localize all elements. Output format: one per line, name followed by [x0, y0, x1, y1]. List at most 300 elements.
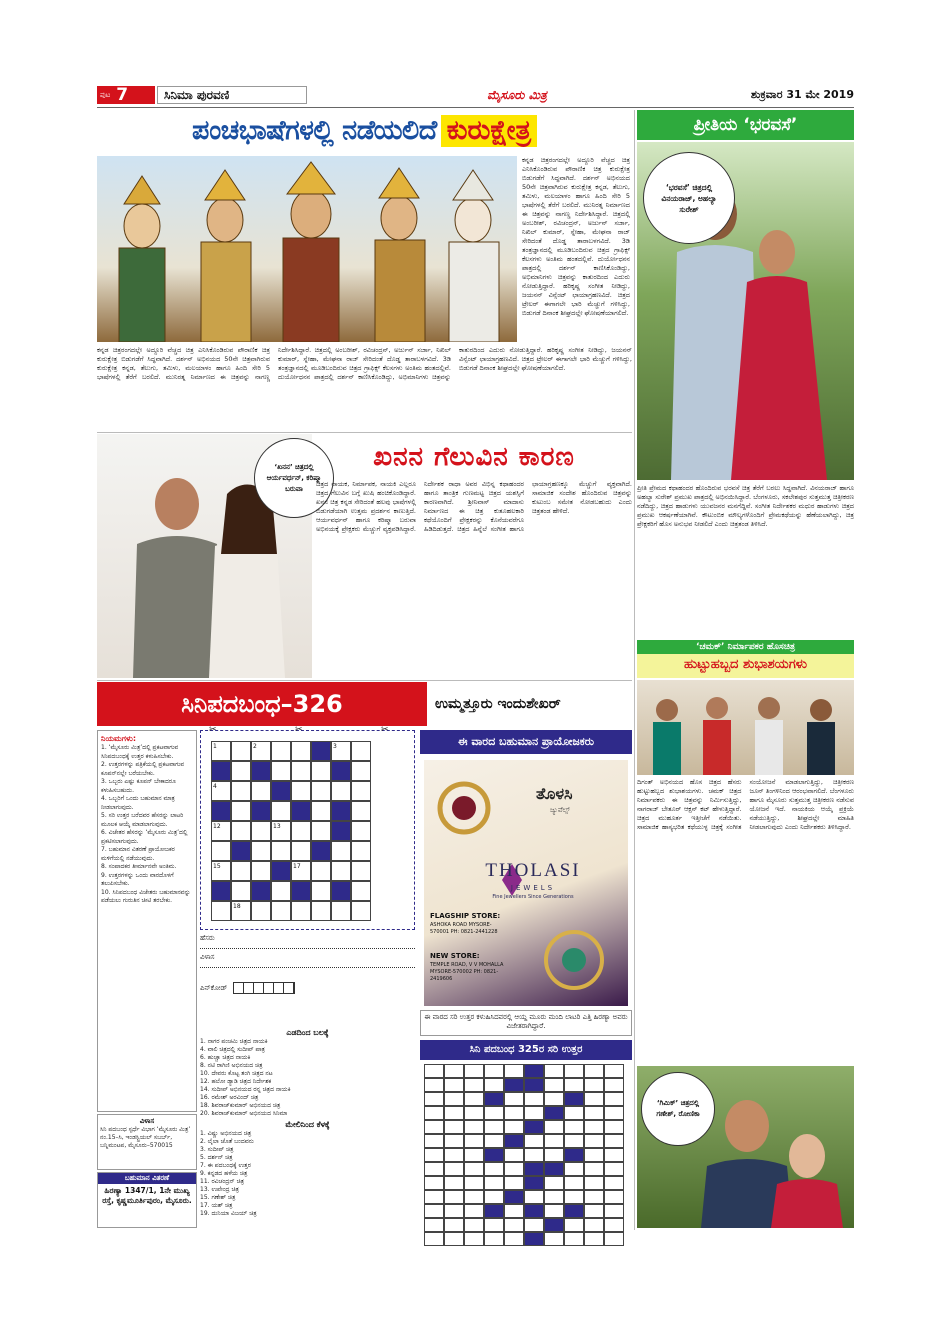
clue-item: 17. ಯಶ್ ಚಿತ್ರ: [200, 1202, 233, 1209]
answer-cell: [424, 1092, 444, 1106]
grid-cell[interactable]: [271, 841, 291, 861]
kurukshetra-headline-text: ಪಂಚಭಾಷೆಗಳಲ್ಲಿ ನಡೆಯಲಿದೆ: [191, 115, 437, 146]
answers-banner: ಸಿನಿ ಪದಬಂಧ 325ರ ಸರಿ ಉತ್ತರ: [420, 1040, 632, 1060]
answer-cell: [484, 1218, 504, 1232]
tholasi-ad: [424, 760, 628, 1006]
answer-block: [524, 1162, 544, 1176]
clue-item: 19. ದುನಿಯಾ ವಿಜಯ್ ಚಿತ್ರ: [200, 1210, 257, 1217]
grid-cell[interactable]: [271, 801, 291, 821]
grid-cell[interactable]: [311, 801, 331, 821]
brand-tagline: Fine Jewellers Since Generations: [492, 894, 574, 900]
rules-title: ನಿಯಮಗಳು:: [101, 734, 137, 743]
answer-block: [484, 1092, 504, 1106]
answer-cell: [504, 1092, 524, 1106]
grid-cell[interactable]: [231, 781, 251, 801]
answer-cell: [544, 1078, 564, 1092]
flagship-address: ASHOKA ROAD MYSORE- 570001 PH: 0821-2441228: [430, 922, 498, 935]
answer-cell: [484, 1190, 504, 1204]
clue-item: 16. ರಮೇಶ್ ಅರವಿಂದ್ ಚಿತ್ರ: [200, 1094, 259, 1101]
kurukshetra-headline: [97, 110, 632, 152]
answer-cell: [464, 1176, 484, 1190]
answer-block: [544, 1218, 564, 1232]
grid-block: [331, 761, 351, 781]
grid-cell[interactable]: 15: [211, 861, 231, 881]
grid-cell[interactable]: [331, 901, 351, 921]
group-figures: [637, 680, 854, 775]
grid-cell[interactable]: [351, 761, 371, 781]
answer-cell: [524, 1106, 544, 1120]
rule-item: 3. ಒಬ್ಬರು ಎಷ್ಟು ಕೂಪನ್ ಬೇಕಾದರೂ ಕಳುಹಿಸಬಹುದು.: [101, 778, 176, 794]
answer-block: [484, 1204, 504, 1218]
answer-cell: [584, 1134, 604, 1148]
answer-cell: [484, 1078, 504, 1092]
answer-cell: [464, 1204, 484, 1218]
answer-cell: [564, 1134, 584, 1148]
answer-cell: [604, 1092, 624, 1106]
rules-box: [97, 730, 197, 1112]
clue-item: 14. ಸುದೀಪ್ ಅಭಿನಯದ ರನ್ನ ಚಿತ್ರದ ನಾಯಕಿ: [200, 1086, 291, 1093]
grid-cell[interactable]: [231, 821, 251, 841]
answer-block: [564, 1204, 584, 1218]
crossword-title: ಸಿನಿಪದಬಂಧ–326: [97, 682, 427, 726]
answer-cell: [504, 1162, 524, 1176]
grid-block: [211, 761, 231, 781]
grid-cell[interactable]: 4: [211, 781, 231, 801]
answer-cell: [424, 1078, 444, 1092]
clue-item: 2. ಲೈಲಾ ಜೊತೆ ಬಂದವನು: [200, 1138, 254, 1145]
grid-block: [251, 761, 271, 781]
rule-item: 1. ‘ಮೈಸೂರು ಮಿತ್ರ’ದಲ್ಲಿ ಪ್ರಕಟವಾಗುವ ಸಿನಿಪದಬಂಧಕ್ಕೆ ಉತ್ತರ ಕಳುಹಿಸಬೇಕು.: [101, 744, 179, 760]
huttuhabba-headline-main: ಹುಟ್ಟುಹಬ್ಬದ ಶುಭಾಶಯಗಳು: [684, 657, 807, 672]
answer-cell: [584, 1148, 604, 1162]
answer-cell: [544, 1148, 564, 1162]
rule-item: 6. ವಿಜೇತರ ಹೆಸರನ್ನು ‘ಮೈಸೂರು ಮಿತ್ರ’ದಲ್ಲಿ ಪ್ರಕಟಿಸಲಾಗುವುದು.: [101, 829, 188, 845]
answer-cell: [544, 1134, 564, 1148]
khanana-headline: [316, 438, 632, 476]
grid-cell[interactable]: [331, 841, 351, 861]
answer-cell: [424, 1218, 444, 1232]
answer-cell: [584, 1204, 604, 1218]
answer-cell: [584, 1106, 604, 1120]
clue-item: 8. ನಟಿ ರಾಗಿಣಿ ಅಭಿನಯದ ಚಿತ್ರ: [200, 1062, 263, 1069]
across-clues: [200, 1038, 415, 1118]
grid-block: [251, 801, 271, 821]
masthead-logo: ಮೈಸೂರು ಮಿತ್ರ: [487, 88, 547, 102]
answer-block: [564, 1148, 584, 1162]
answer-cell: [584, 1064, 604, 1078]
grid-cell[interactable]: [331, 861, 351, 881]
answer-cell: [504, 1120, 524, 1134]
clue-item: 20. ಶಿವರಾಜ್‌ಕುಮಾರ್ ಅಭಿನಯದ ಸಿನಿಮಾ: [200, 1110, 288, 1117]
address-title: ವಿಳಾಸ: [139, 1117, 155, 1125]
answer-cell: [524, 1092, 544, 1106]
answer-cell: [584, 1190, 604, 1204]
grid-block: [211, 801, 231, 821]
answer-block: [524, 1176, 544, 1190]
clue-item: 9. ಕನ್ನಡದ ಹಳೆಯ ಚಿತ್ರ: [200, 1170, 248, 1177]
answer-cell: [604, 1218, 624, 1232]
grid-cell[interactable]: 3: [331, 741, 351, 761]
rule-item: 4. ಒಬ್ಬರಿಗೆ ಒಂದು ಬಹುಮಾನ ಮಾತ್ರ ನೀಡಲಾಗುವುದು.: [101, 795, 175, 811]
grid-cell[interactable]: [351, 801, 371, 821]
answer-cell: [464, 1120, 484, 1134]
pin-boxes[interactable]: [233, 982, 295, 994]
grid-cell[interactable]: [251, 861, 271, 881]
answer-cell: [584, 1218, 604, 1232]
answer-cell: [484, 1134, 504, 1148]
grid-cell[interactable]: 2: [251, 741, 271, 761]
grid-cell[interactable]: [291, 821, 311, 841]
answer-cell: [424, 1106, 444, 1120]
answer-block: [504, 1190, 524, 1204]
answer-block: [524, 1120, 544, 1134]
answer-cell: [484, 1064, 504, 1078]
grid-cell[interactable]: 12: [211, 821, 231, 841]
clue-item: 15. ಗಣೇಶ್ ಚಿತ್ರ: [200, 1194, 236, 1201]
grid-cell[interactable]: [351, 881, 371, 901]
grid-cell[interactable]: [231, 761, 251, 781]
answer-cell: [444, 1218, 464, 1232]
answer-cell: [584, 1120, 604, 1134]
answer-cell: [544, 1190, 564, 1204]
page-tab: [97, 86, 155, 104]
entry-form: [200, 934, 415, 1024]
prize-title: ಬಹುಮಾನ ವಿತರಣೆ: [98, 1173, 196, 1184]
rule-item: 9. ಉತ್ತರಗಳನ್ನು ಒಂದು ವಾರದೊಳಗೆ ತಲುಪಿಸಬೇಕು.: [101, 871, 174, 887]
clue-item: 11. ರವಿಚಂದ್ರನ್ ಚಿತ್ರ: [200, 1178, 245, 1185]
answer-cell: [444, 1162, 464, 1176]
huttuhabba-photo: [637, 680, 854, 775]
answer-cell: [424, 1162, 444, 1176]
crossword-grid[interactable]: [211, 741, 371, 921]
answer-cell: [464, 1064, 484, 1078]
answer-cell: [444, 1106, 464, 1120]
new-store-address: TEMPLE ROAD, V V MOHALLA MYSORE-570002 PH: 0821-2419606: [430, 962, 504, 982]
answer-cell: [464, 1232, 484, 1246]
answer-cell: [544, 1176, 564, 1190]
grid-block: [291, 801, 311, 821]
answer-cell: [464, 1190, 484, 1204]
grid-cell[interactable]: 18: [231, 901, 251, 921]
answer-cell: [424, 1232, 444, 1246]
pin-label: ಪಿನ್‌ಕೋಡ್: [200, 983, 228, 992]
grid-cell[interactable]: [351, 781, 371, 801]
grid-cell[interactable]: [311, 821, 331, 841]
huttuhabba-headline: [637, 640, 854, 678]
answer-cell: [444, 1120, 464, 1134]
answer-cell: [504, 1176, 524, 1190]
bharavase-headline: [637, 110, 854, 140]
clues-area: [200, 1028, 415, 1228]
answer-cell: [504, 1106, 524, 1120]
answer-cell: [504, 1204, 524, 1218]
address-text: ಸಿನಿ ಪದಬಂಧ ಸ್ಪರ್ಧೆ ವಿಭಾಗ ‘ಮೈಸೂರು ಮಿತ್ರ’ ನಂ.15–ಸಿ, ಇಂಡಸ್ಟ್ರಿಯಲ್ ಸಬರ್ಬ್, ಬನ್ನಿಮಂಟಪ, ಮೈಸೂರು–570015: [100, 1126, 191, 1149]
cut-icon: ✂: [295, 725, 303, 735]
brand-logo: THOLASI: [485, 860, 581, 881]
grid-cell[interactable]: [251, 821, 271, 841]
answer-block: [564, 1092, 584, 1106]
crossword-author: ಉಮ್ಮತ್ತೂರು ಇಂದುಶೇಖರ್: [435, 696, 561, 712]
grid-cell[interactable]: [231, 881, 251, 901]
grid-block: [231, 841, 251, 861]
answer-cell: [524, 1148, 544, 1162]
rule-item: 7. ಬಹುಮಾನ ವಿತರಣೆ ಪ್ರಾಯೋಜಕರ ಮಳಿಗೆಯಲ್ಲಿ ನಡೆಯುವುದು.: [101, 846, 175, 862]
page-number: 7: [116, 85, 129, 105]
grid-cell[interactable]: [231, 801, 251, 821]
answer-cell: [504, 1218, 524, 1232]
clue-item: 10. ದೇವರು ಕೊಟ್ಟ ತಂಗಿ ಚಿತ್ರದ ನಟ: [200, 1070, 273, 1077]
answer-cell: [484, 1232, 504, 1246]
grid-block: [311, 841, 331, 861]
section-label: ಸಿನಿಮಾ ಪುರವಣಿ: [157, 86, 307, 104]
rules-list: [101, 744, 193, 906]
grid-cell[interactable]: [251, 841, 271, 861]
grid-cell[interactable]: [231, 861, 251, 881]
answer-cell: [604, 1064, 624, 1078]
crossword-banner: [97, 682, 632, 726]
clue-item: 6. ಹುಚ್ಚಾ ಚಿತ್ರದ ನಾಯಕಿ: [200, 1054, 251, 1061]
kurukshetra-body-side: ಕನ್ನಡ ಚಿತ್ರರಂಗದಲ್ಲೇ ಅದ್ದೂರಿ ವೆಚ್ಚದ ಚಿತ್ರ ಎನಿಸಿಕೊಂಡಿರುವ ಪೌರಾಣಿಕ ಚಿತ್ರ ಕುರುಕ್ಷೇತ್ರ ಬಿಡುಗಡೆಗೆ ಸಿದ್ಧವಾಗಿದೆ. ದರ್ಶನ್ ಅಭಿನಯದ 50ನೇ ಚಿತ್ರವಾಗಿರುವ ಕುರುಕ್ಷೇತ್ರ ಕನ್ನಡ, ತೆಲುಗು, ತಮಿಳು, ಮಲಯಾಳಂ ಹಾಗೂ ಹಿಂದಿ ಸೇರಿ 5 ಭಾಷೆಗಳಲ್ಲಿ ತೆರೆಗೆ ಬರಲಿದೆ. ಮುನಿರತ್ನ ನಿರ್ಮಾಣದ ಈ ಚಿತ್ರವನ್ನು ನಾಗಣ್ಣ ನಿರ್ದೇಶಿಸಿದ್ದಾರೆ. ಚಿತ್ರದಲ್ಲಿ ಅಂಬರೀಶ್, ರವಿಚಂದ್ರನ್, ಅರ್ಜುನ್ ಸರ್ಜಾ, ನಿಖಿಲ್ ಕುಮಾರ್, ಸ್ನೇಹಾ, ಮೇಘನಾ ರಾಜ್ ಸೇರಿದಂತೆ ದೊಡ್ಡ ತಾರಾಬಳಗವಿದೆ. 3ಡಿ ತಂತ್ರಜ್ಞಾನದಲ್ಲಿ ಮೂಡಿಬಂದಿರುವ ಚಿತ್ರದ ಗ್ರಾಫಿಕ್ಸ್ ಕೆಲಸಗಳು ಅಂತಿಮ ಹಂತದಲ್ಲಿವೆ. ದುರ್ಯೋಧನನ ಪಾತ್ರದಲ್ಲಿ ದರ್ಶನ್ ಕಾಣಿಸಿಕೊಂಡಿದ್ದು, ಅಭಿಮಾನಿಗಳು ಚಿತ್ರವನ್ನು ಕಾತುರದಿಂದ ಎದುರು ನೋಡುತ್ತಿದ್ದಾರೆ. ಹರಿಕೃಷ್ಣ ಸಂಗೀತ ನೀಡಿದ್ದು, ಜಯನನ್ ವಿನ್ಸೆಂಟ್ ಛಾಯಾಗ್ರಹಣವಿದೆ. ಚಿತ್ರದ ಟ್ರೇಲರ್ ಈಗಾಗಲೇ ಭಾರಿ ಮೆಚ್ಚುಗೆ ಗಳಿಸಿದ್ದು, ಬಿಡುಗಡೆ ದಿನಾಂಕ ಶೀಘ್ರದಲ್ಲೇ ಘೋಷಣೆಯಾಗಲಿದೆ.: [522, 156, 630, 317]
answer-cell: [464, 1162, 484, 1176]
answer-block: [524, 1078, 544, 1092]
answer-cell: [464, 1106, 484, 1120]
huttuhabba-body: ದಿಗಂತ್ ಅಭಿನಯದ ಹೊಸ ಚಿತ್ರದ ಹೆಸರು ಹುಟ್ಟುಹಬ್ಬದ ಶುಭಾಶಯಗಳು. ಚಮಕ್ ಚಿತ್ರದ ನಿರ್ಮಾಪಕರು ಈ ಚಿತ್ರವನ್ನು ನಿರ್ಮಿಸುತ್ತಿದ್ದು, ನಾಗರಾಜ್ ಬೇತೂರ್ ಆಕ್ಷನ್ ಕಟ್ ಹೇಳುತ್ತಿದ್ದಾರೆ. ಚಿತ್ರದ ಮುಹೂರ್ತ ಇತ್ತೀಚೆಗೆ ನಡೆಯಿತು. ಸಾಮಾಜಿಕ ಹಾಸ್ಯಭರಿತ ಕಥೆಯುಳ್ಳ ಚಿತ್ರಕ್ಕೆ ಸಂಗೀತ ಸಂಯೋಜನೆ ಮಾಡಲಾಗುತ್ತಿದ್ದು, ಚಿತ್ರೀಕರಣ ಜೂನ್ ತಿಂಗಳಿನಿಂದ ಆರಂಭವಾಗಲಿದೆ. ಬೆಂಗಳೂರು ಹಾಗೂ ಮೈಸೂರು ಸುತ್ತಮುತ್ತ ಚಿತ್ರೀಕರಣ ನಡೆಸುವ ಯೋಜನೆ ಇದೆ. ನಾಯಕಿಯ ಆಯ್ಕೆ ಪ್ರಕ್ರಿಯೆ ನಡೆಯುತ್ತಿದ್ದು, ಶೀಘ್ರದಲ್ಲೇ ಮಾಹಿತಿ ನೀಡಲಾಗುವುದು ಎಂದು ನಿರ್ದೇಶಕರು ತಿಳಿಸಿದ್ದಾರೆ.: [637, 778, 854, 831]
down-title: ಮೇಲಿನಿಂದ ಕೆಳಕ್ಕೆ: [285, 1120, 330, 1129]
clue-item: 13. ಉಪೇಂದ್ರ ಚಿತ್ರ: [200, 1186, 239, 1193]
page-label: ಪುಟ: [100, 90, 111, 99]
answer-cell: [484, 1176, 504, 1190]
answer-block: [544, 1162, 564, 1176]
answer-cell: [504, 1148, 524, 1162]
issue-date: ಶುಕ್ರವಾರ 31 ಮೇ 2019: [750, 88, 854, 101]
answer-cell: [444, 1232, 464, 1246]
answer-cell: [444, 1064, 464, 1078]
khanana-bubble: ‘ಖನನ’ ಚಿತ್ರದಲ್ಲಿ ಆರ್ಯವರ್ಧನ್, ಕರಿಷ್ಮಾ ಬರುವಾ: [254, 438, 334, 518]
header-rule: [97, 107, 854, 108]
prize-box: [97, 1172, 197, 1228]
grid-cell[interactable]: [351, 741, 371, 761]
grid-block: [211, 881, 231, 901]
cut-icon: ✂: [381, 725, 389, 735]
answers-grid: [424, 1064, 624, 1246]
grid-cell[interactable]: 17: [291, 861, 311, 881]
kurukshetra-photo: [97, 156, 517, 342]
answer-cell: [424, 1134, 444, 1148]
answer-cell: [604, 1190, 624, 1204]
kurukshetra-body: ಕನ್ನಡ ಚಿತ್ರರಂಗದಲ್ಲೇ ಅದ್ದೂರಿ ವೆಚ್ಚದ ಚಿತ್ರ ಎನಿಸಿಕೊಂಡಿರುವ ಪೌರಾಣಿಕ ಚಿತ್ರ ಕುರುಕ್ಷೇತ್ರ ಬಿಡುಗಡೆಗೆ ಸಿದ್ಧವಾಗಿದೆ. ದರ್ಶನ್ ಅಭಿನಯದ 50ನೇ ಚಿತ್ರವಾಗಿರುವ ಕುರುಕ್ಷೇತ್ರ ಕನ್ನಡ, ತೆಲುಗು, ತಮಿಳು, ಮಲಯಾಳಂ ಹಾಗೂ ಹಿಂದಿ ಸೇರಿ 5 ಭಾಷೆಗಳಲ್ಲಿ ತೆರೆಗೆ ಬರಲಿದೆ. ಮುನಿರತ್ನ ನಿರ್ಮಾಣದ ಈ ಚಿತ್ರವನ್ನು ನಾಗಣ್ಣ ನಿರ್ದೇಶಿಸಿದ್ದಾರೆ. ಚಿತ್ರದಲ್ಲಿ ಅಂಬರೀಶ್, ರವಿಚಂದ್ರನ್, ಅರ್ಜುನ್ ಸರ್ಜಾ, ನಿಖಿಲ್ ಕುಮಾರ್, ಸ್ನೇಹಾ, ಮೇಘನಾ ರಾಜ್ ಸೇರಿದಂತೆ ದೊಡ್ಡ ತಾರಾಬಳಗವಿದೆ. 3ಡಿ ತಂತ್ರಜ್ಞಾನದಲ್ಲಿ ಮೂಡಿಬಂದಿರುವ ಚಿತ್ರದ ಗ್ರಾಫಿಕ್ಸ್ ಕೆಲಸಗಳು ಅಂತಿಮ ಹಂತದಲ್ಲಿವೆ. ದುರ್ಯೋಧನನ ಪಾತ್ರದಲ್ಲಿ ದರ್ಶನ್ ಕಾಣಿಸಿಕೊಂಡಿದ್ದು, ಅಭಿಮಾನಿಗಳು ಚಿತ್ರವನ್ನು ಕಾತುರದಿಂದ ಎದುರು ನೋಡುತ್ತಿದ್ದಾರೆ. ಹರಿಕೃಷ್ಣ ಸಂಗೀತ ನೀಡಿದ್ದು, ಜಯನನ್ ವಿನ್ಸೆಂಟ್ ಛಾಯಾಗ್ರಹಣವಿದೆ. ಚಿತ್ರದ ಟ್ರೇಲರ್ ಈಗಾಗಲೇ ಭಾರಿ ಮೆಚ್ಚುಗೆ ಗಳಿಸಿದ್ದು, ಬಿಡುಗಡೆ ದಿನಾಂಕ ಶೀಘ್ರದಲ್ಲೇ ಘೋಷಣೆಯಾಗಲಿದೆ.: [97, 346, 632, 381]
address-label: ವಿಳಾಸ: [200, 953, 415, 968]
answer-cell: [464, 1078, 484, 1092]
answer-cell: [444, 1176, 464, 1190]
grid-cell[interactable]: [351, 901, 371, 921]
grid-block: [311, 741, 331, 761]
grid-cell[interactable]: [211, 901, 231, 921]
grid-cell[interactable]: [291, 781, 311, 801]
gimmick-bubble: ‘ಗಿಮಿಕ್’ ಚಿತ್ರದಲ್ಲಿ ಗಣೇಶ್, ರೋಣಿಕಾ: [641, 1072, 715, 1146]
answer-block: [524, 1064, 544, 1078]
answer-cell: [544, 1204, 564, 1218]
bharavase-bubble: ‘ಭರವಸೆ’ ಚಿತ್ರದಲ್ಲಿ ವಿನಯರಾಜ್, ಅಹಲ್ಯಾ ಸುರೇಶ್: [643, 152, 735, 244]
clue-item: 1. ನಾಗರ ಪಂಚಮಿ ಚಿತ್ರದ ನಾಯಕಿ: [200, 1038, 268, 1045]
grid-cell[interactable]: [311, 901, 331, 921]
answer-cell: [464, 1148, 484, 1162]
answer-block: [484, 1148, 504, 1162]
answer-cell: [444, 1204, 464, 1218]
brand-sub: JEWELS: [510, 884, 556, 892]
grid-cell[interactable]: [311, 781, 331, 801]
answer-cell: [424, 1120, 444, 1134]
answer-cell: [524, 1190, 544, 1204]
answer-cell: [424, 1148, 444, 1162]
answer-cell: [564, 1218, 584, 1232]
column-rule: [634, 110, 635, 1230]
grid-cell[interactable]: [351, 841, 371, 861]
grid-cell[interactable]: [311, 761, 331, 781]
answer-cell: [444, 1148, 464, 1162]
cut-icon: ✂: [209, 725, 217, 735]
answer-cell: [604, 1204, 624, 1218]
answer-cell: [504, 1064, 524, 1078]
grid-cell[interactable]: [331, 781, 351, 801]
rule-item: 5. ಸರಿ ಉತ್ತರ ಬರೆದವರ ಹೆಸರನ್ನು ಲಾಟರಿ ಮೂಲಕ ಆಯ್ಕೆ ಮಾಡಲಾಗುವುದು.: [101, 812, 184, 828]
answer-cell: [444, 1092, 464, 1106]
grid-cell[interactable]: [351, 821, 371, 841]
clue-item: 5. ದರ್ಶನ್ ಚಿತ್ರ: [200, 1154, 233, 1161]
grid-block: [251, 881, 271, 901]
grid-cell[interactable]: 1: [211, 741, 231, 761]
sponsor-banner: ಈ ವಾರದ ಬಹುಮಾನ ಪ್ರಾಯೋಜಕರು: [420, 730, 632, 754]
grid-cell[interactable]: 13: [271, 821, 291, 841]
answer-cell: [564, 1232, 584, 1246]
grid-cell[interactable]: [251, 781, 271, 801]
answer-cell: [544, 1120, 564, 1134]
clue-item: 3. ಸುದೀಪ್ ಚಿತ್ರ: [200, 1146, 234, 1153]
answer-cell: [564, 1190, 584, 1204]
answer-cell: [564, 1162, 584, 1176]
answer-cell: [544, 1232, 564, 1246]
answer-cell: [484, 1106, 504, 1120]
pin-row: [200, 982, 415, 994]
grid-cell[interactable]: [291, 841, 311, 861]
answer-cell: [444, 1078, 464, 1092]
answer-block: [524, 1204, 544, 1218]
answer-cell: [604, 1176, 624, 1190]
answer-cell: [604, 1162, 624, 1176]
answer-cell: [564, 1064, 584, 1078]
grid-block: [331, 821, 351, 841]
sponsor-note: ಈ ವಾರದ ಸರಿ ಉತ್ತರ ಕಳುಹಿಸಿದವರಲ್ಲಿ ಆಯ್ದ ಮೂರು ಮಂದಿ ಲಾಟರಿ ಎತ್ತಿ ಹಿರಣ್ಯಾ ಅವರು ವಿಜೇತರಾಗಿದ್ದಾರೆ.: [420, 1010, 632, 1036]
answer-cell: [604, 1078, 624, 1092]
answer-cell: [604, 1232, 624, 1246]
answer-cell: [444, 1134, 464, 1148]
new-store-title: NEW STORE:: [430, 952, 480, 960]
grid-cell[interactable]: [311, 861, 331, 881]
grid-block: [331, 801, 351, 821]
grid-cell[interactable]: [271, 881, 291, 901]
grid-cell[interactable]: [351, 861, 371, 881]
answer-cell: [584, 1162, 604, 1176]
huttuhabba-headline-top: ‘ಚಮಕ್’ ನಿರ್ಮಾಪಕರ ಹೊಸಚಿತ್ರ: [637, 640, 854, 654]
grid-cell[interactable]: [251, 901, 271, 921]
grid-block: [291, 881, 311, 901]
answer-cell: [524, 1218, 544, 1232]
name-label: ಹೆಸರು: [200, 934, 415, 949]
answer-cell: [524, 1134, 544, 1148]
rule-item: 8. ಸಂಪಾದಕರ ತೀರ್ಮಾನವೇ ಅಂತಿಮ.: [101, 863, 177, 870]
puzzle-area: [200, 725, 415, 930]
answer-cell: [604, 1106, 624, 1120]
down-clues: [200, 1130, 415, 1218]
rule-item: 10. ಸಿನಿಪದಬಂಧ ವಿಜೇತರು ಬಹುಮಾನವನ್ನು ಪಡೆಯಲು ಗುರುತಿನ ಚೀಟಿ ತರಬೇಕು.: [101, 888, 191, 904]
khanana-body: ಚಿತ್ರದ ನಾಯಕ, ನಿರ್ಮಾಪಕ, ನಾಯಕಿ ಎಲ್ಲರೂ ಚಿತ್ರದ ಗೆಲುವಿನ ಬಗ್ಗೆ ಖುಷಿ ಹಂಚಿಕೊಂಡಿದ್ದಾರೆ. ಖನನ ಚಿತ್ರ ಕನ್ನಡ ಸೇರಿದಂತೆ ಹಲವು ಭಾಷೆಗಳಲ್ಲಿ ಬಿಡುಗಡೆಯಾಗಿ ಉತ್ತಮ ಪ್ರದರ್ಶನ ಕಾಣುತ್ತಿದೆ. ಆರ್ಯವರ್ಧನ್ ಹಾಗೂ ಕರಿಷ್ಮಾ ಬರುವಾ ಅಭಿನಯಕ್ಕೆ ಪ್ರೇಕ್ಷಕರು ಮೆಚ್ಚುಗೆ ವ್ಯಕ್ತಪಡಿಸಿದ್ದಾರೆ. ನಿರ್ದೇಶಕ ರಾಧಾ ಅವರ ವಿಭಿನ್ನ ಕಥಾಹಂದರ ಹಾಗೂ ತಾಂತ್ರಿಕ ಗುಣಮಟ್ಟ ಚಿತ್ರದ ಯಶಸ್ಸಿಗೆ ಕಾರಣವಾಗಿದೆ. ಶ್ರೀನಿವಾಸ್ ಮಾದಾಸು ನಿರ್ಮಾಣದ ಈ ಚಿತ್ರ ಕುತೂಹಲಕಾರಿ ಕಥೆಯೊಂದಿಗೆ ಪ್ರೇಕ್ಷಕರನ್ನು ಕೊನೆಯವರೆಗೂ ಹಿಡಿದಿಡುತ್ತದೆ. ಚಿತ್ರದ ಹಿನ್ನೆಲೆ ಸಂಗೀತ ಹಾಗೂ ಛಾಯಾಗ್ರಹಣಕ್ಕೂ ಮೆಚ್ಚುಗೆ ವ್ಯಕ್ತವಾಗಿದೆ. ಸಾಮಾಜಿಕ ಸಂದೇಶ ಹೊಂದಿರುವ ಚಿತ್ರವನ್ನು ಕುಟುಂಬ ಸಮೇತ ನೋಡಬಹುದು ಎಂದು ಚಿತ್ರತಂಡ ಹೇಳಿದೆ.: [316, 480, 632, 533]
rule-item: 2. ಉತ್ತರಗಳನ್ನು ಪತ್ರಿಕೆಯಲ್ಲಿ ಪ್ರಕಟವಾಗುವ ಕೂಪನ್‌ನಲ್ಲೇ ಬರೆಯಬೇಕು.: [101, 761, 185, 777]
grid-cell[interactable]: [231, 741, 251, 761]
answer-cell: [444, 1190, 464, 1204]
grid-block: [271, 861, 291, 881]
answer-cell: [604, 1148, 624, 1162]
answer-cell: [464, 1134, 484, 1148]
kurukshetra-headline-highlight: ಕುರುಕ್ಷೇತ್ರ: [441, 115, 537, 147]
grid-cell[interactable]: [271, 761, 291, 781]
answer-block: [544, 1106, 564, 1120]
grid-block: [271, 781, 291, 801]
answer-cell: [484, 1120, 504, 1134]
answer-cell: [544, 1092, 564, 1106]
khanana-headline-text: ಖನನ ಗೆಲುವಿನ ಕಾರಣ: [373, 441, 575, 472]
answer-cell: [464, 1092, 484, 1106]
page-header: [97, 84, 854, 106]
clue-item: 18. ಶಿವರಾಜ್‌ಕುಮಾರ್ ಅಭಿನಯದ ಚಿತ್ರ: [200, 1102, 281, 1109]
clue-item: 1. ವಿಷ್ಣು ಅಭಿನಯದ ಚಿತ್ರ: [200, 1130, 252, 1137]
answer-cell: [564, 1176, 584, 1190]
grid-cell[interactable]: [291, 761, 311, 781]
answer-block: [504, 1134, 524, 1148]
address-box: [97, 1114, 197, 1170]
answer-cell: [464, 1218, 484, 1232]
answer-cell: [424, 1190, 444, 1204]
answer-cell: [564, 1106, 584, 1120]
clue-item: 4. ವಾಲಿ ಚಿತ್ರದಲ್ಲಿ ಸುದೀಪ್ ಪಾತ್ರ: [200, 1046, 265, 1053]
answer-cell: [504, 1232, 524, 1246]
answer-cell: [604, 1134, 624, 1148]
grid-cell[interactable]: [291, 741, 311, 761]
clue-item: 7. ಈ ಪದಬಂಧಕ್ಕೆ ಉತ್ತರ: [200, 1162, 251, 1169]
bharavase-body: ಪ್ರೀತಿ ಪ್ರೇಮದ ಕಥಾಹಂದರ ಹೊಂದಿರುವ ಭರವಸೆ ಚಿತ್ರ ತೆರೆಗೆ ಬರಲು ಸಿದ್ಧವಾಗಿದೆ. ವಿನಯರಾಜ್ ಹಾಗೂ ಅಹಲ್ಯಾ ಸುರೇಶ್ ಪ್ರಮುಖ ಪಾತ್ರದಲ್ಲಿ ಅಭಿನಯಿಸಿದ್ದಾರೆ. ಬೆಂಗಳೂರು, ಸಕಲೇಶಪುರ ಸುತ್ತಮುತ್ತ ಚಿತ್ರೀಕರಣ ನಡೆದಿದ್ದು, ಚಿತ್ರದ ಹಾಡುಗಳು ಯುವಜನರ ಮನಗೆದ್ದಿವೆ. ಸಂಗೀತ ನಿರ್ದೇಶಕರ ಮಧುರ ಹಾಡುಗಳು ಚಿತ್ರದ ಪ್ರಮುಖ ಆಕರ್ಷಣೆಯಾಗಿವೆ. ಕೌಟುಂಬಿಕ ಮೌಲ್ಯಗಳೊಂದಿಗೆ ಪ್ರೇಮಕಥೆಯನ್ನು ಹೆಣೆಯಲಾಗಿದ್ದು, ಚಿತ್ರ ಪ್ರೇಕ್ಷಕರಿಗೆ ಹೊಸ ಅನುಭವ ನೀಡಲಿದೆ ಎಂದು ಚಿತ್ರತಂಡ ತಿಳಿಸಿದೆ.: [637, 484, 854, 528]
answer-cell: [584, 1176, 604, 1190]
grid-cell[interactable]: [291, 901, 311, 921]
answer-cell: [424, 1204, 444, 1218]
column-rule: [97, 432, 632, 433]
grid-cell[interactable]: [211, 841, 231, 861]
flagship-title: FLAGSHIP STORE:: [430, 912, 501, 920]
answer-cell: [424, 1064, 444, 1078]
grid-cell[interactable]: [271, 901, 291, 921]
answer-block: [504, 1078, 524, 1092]
warrior-figures: [97, 156, 517, 342]
answer-cell: [544, 1064, 564, 1078]
answer-cell: [584, 1092, 604, 1106]
grid-cell[interactable]: [311, 881, 331, 901]
answer-cell: [424, 1176, 444, 1190]
clue-item: 12. ಹಲೋ ಡ್ಯಾಡಿ ಚಿತ್ರದ ನಿರ್ದೇಶಕ: [200, 1078, 272, 1085]
answer-cell: [584, 1078, 604, 1092]
grid-cell[interactable]: [271, 741, 291, 761]
grid-block: [331, 881, 351, 901]
answer-cell: [564, 1120, 584, 1134]
brand-kannada: ತೊಳಸಿ: [536, 784, 573, 803]
answer-cell: [584, 1232, 604, 1246]
answer-block: [524, 1232, 544, 1246]
